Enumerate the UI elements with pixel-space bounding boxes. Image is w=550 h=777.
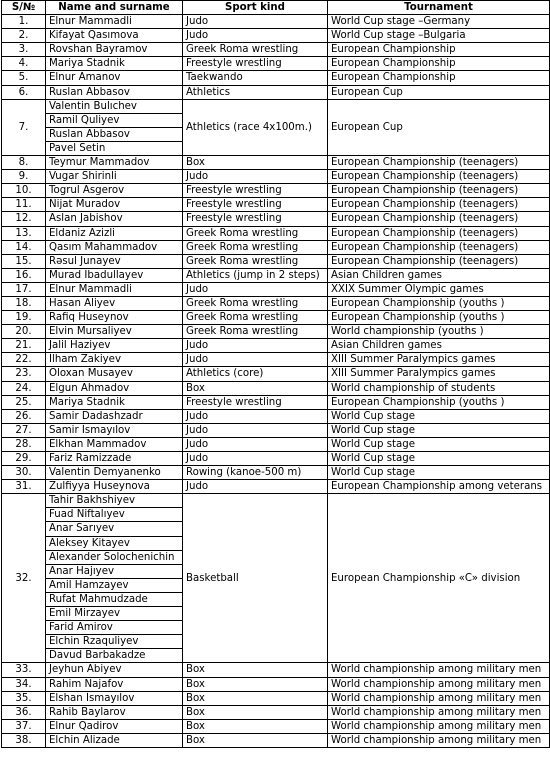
sport-kind: Freestyle wrestling: [183, 57, 328, 71]
athlete-name: Tahir Bakhshiyev: [46, 494, 183, 508]
tournament: European Championship (teenagers): [328, 198, 550, 212]
tournament: World Cup stage: [328, 466, 550, 480]
table-row: [2, 15, 550, 29]
athlete-name: Elvin Mursaliyev: [46, 325, 183, 339]
tournament: XIII Summer Paralympics games: [328, 367, 550, 381]
athlete-name: Togrul Asgerov: [46, 184, 183, 198]
tournament: European Championship (teenagers): [328, 226, 550, 240]
table-row: [2, 663, 550, 677]
athlete-name: Samir İsmayılov: [46, 423, 183, 437]
sport-kind: Greek Roma wrestling: [183, 43, 328, 57]
sport-kind: Box: [183, 691, 328, 705]
athlete-name: Valentin Demyanenko: [46, 466, 183, 480]
table-row: [2, 99, 550, 113]
tournament: World championship among military men: [328, 719, 550, 733]
athlete-name: Elchin Alizade: [46, 733, 183, 747]
table-row: [2, 184, 550, 198]
tournament: World Cup stage: [328, 409, 550, 423]
table-row: [2, 29, 550, 43]
athlete-name: Eldaniz Azizli: [46, 226, 183, 240]
athlete-name: Pavel Setin: [46, 141, 183, 155]
athlete-name: Elnur Mammadli: [46, 282, 183, 296]
table-row: [2, 437, 550, 451]
athlete-name: Fuad Niftalıyev: [46, 508, 183, 522]
sport-kind: Box: [183, 705, 328, 719]
athlete-name: Rafiq Huseynov: [46, 311, 183, 325]
sport-kind: Greek Roma wrestling: [183, 254, 328, 268]
athlete-name: Rahib Baylarov: [46, 705, 183, 719]
tournament: European Championship (teenagers): [328, 156, 550, 170]
header-number: S/№: [2, 1, 46, 15]
tournament: World Cup stage –Germany: [328, 15, 550, 29]
row-number: 21.: [2, 339, 46, 353]
row-number: 38.: [2, 733, 46, 747]
row-number: 26.: [2, 409, 46, 423]
row-number: 7.: [2, 99, 46, 155]
row-number: 23.: [2, 367, 46, 381]
sport-kind: Basketball: [183, 494, 328, 663]
sport-kind: Box: [183, 156, 328, 170]
athlete-name: Jeyhun Abiyev: [46, 663, 183, 677]
tournament: World championship among military men: [328, 663, 550, 677]
table-row: [2, 409, 550, 423]
athlete-name: Davud Barbakadze: [46, 649, 183, 663]
athlete-name: Valentin Bulıchev: [46, 99, 183, 113]
tournament: World Cup stage –Bulgaria: [328, 29, 550, 43]
table-row: [2, 57, 550, 71]
sport-kind: Freestyle wrestling: [183, 184, 328, 198]
athlete-name: Nijat Muradov: [46, 198, 183, 212]
row-number: 32.: [2, 494, 46, 663]
table-row: [2, 282, 550, 296]
sport-kind: Judo: [183, 339, 328, 353]
sport-kind: Box: [183, 719, 328, 733]
row-number: 14.: [2, 240, 46, 254]
row-number: 13.: [2, 226, 46, 240]
sport-kind: Freestyle wrestling: [183, 198, 328, 212]
row-number: 31.: [2, 480, 46, 494]
sport-kind: Judo: [183, 353, 328, 367]
sport-kind: Judo: [183, 170, 328, 184]
table-row: [2, 311, 550, 325]
sport-kind: Box: [183, 677, 328, 691]
tournament: World Cup stage: [328, 423, 550, 437]
sport-kind: Judo: [183, 452, 328, 466]
athlete-name: Amil Hamzayev: [46, 578, 183, 592]
header-sport: Sport kind: [183, 1, 328, 15]
table-row: [2, 733, 550, 747]
table-row: [2, 705, 550, 719]
row-number: 9.: [2, 170, 46, 184]
tournament: World championship (youths ): [328, 325, 550, 339]
tournament: European Championship: [328, 71, 550, 85]
table-row: [2, 212, 550, 226]
row-number: 25.: [2, 395, 46, 409]
sport-kind: Athletics (jump in 2 steps): [183, 268, 328, 282]
athlete-name: Samir Dadashzadr: [46, 409, 183, 423]
sport-kind: Freestyle wrestling: [183, 395, 328, 409]
table-row: [2, 719, 550, 733]
row-number: 35.: [2, 691, 46, 705]
athlete-name: Farid Amirov: [46, 621, 183, 635]
sport-kind: Freestyle wrestling: [183, 212, 328, 226]
table-row: [2, 423, 550, 437]
tournament: World Cup stage: [328, 437, 550, 451]
row-number: 36.: [2, 705, 46, 719]
athlete-name: Jalil Haziyev: [46, 339, 183, 353]
sport-kind: Greek Roma wrestling: [183, 240, 328, 254]
table-row: [2, 226, 550, 240]
tournament: European Championship (youths ): [328, 296, 550, 310]
row-number: 34.: [2, 677, 46, 691]
table-row: [2, 43, 550, 57]
table-row: [2, 240, 550, 254]
tournament: European Championship (teenagers): [328, 212, 550, 226]
sport-kind: Greek Roma wrestling: [183, 296, 328, 310]
table-row: [2, 85, 550, 99]
sport-kind: Greek Roma wrestling: [183, 325, 328, 339]
row-number: 28.: [2, 437, 46, 451]
sport-kind: Judo: [183, 15, 328, 29]
tournament: Asian Children games: [328, 339, 550, 353]
athlete-name: Elchin Rzaquliyev: [46, 635, 183, 649]
athlete-name: Anar Sarıyev: [46, 522, 183, 536]
table-row: [2, 381, 550, 395]
tournament: European Championship «C» division: [328, 494, 550, 663]
table-row: [2, 156, 550, 170]
row-number: 18.: [2, 296, 46, 310]
athlete-name: Aslan Jabishov: [46, 212, 183, 226]
row-number: 10.: [2, 184, 46, 198]
tournament: European Championship: [328, 43, 550, 57]
row-number: 8.: [2, 156, 46, 170]
athlete-name: Elnur Mammadli: [46, 15, 183, 29]
row-number: 22.: [2, 353, 46, 367]
row-number: 12.: [2, 212, 46, 226]
athlete-name: Ruslan Abbasov: [46, 127, 183, 141]
athlete-name: Rahim Najafov: [46, 677, 183, 691]
sport-kind: Box: [183, 733, 328, 747]
table-row: [2, 339, 550, 353]
athlete-name: Zulfiyya Huseynova: [46, 480, 183, 494]
table-row: [2, 452, 550, 466]
row-number: 20.: [2, 325, 46, 339]
tournament: European Championship (teenagers): [328, 184, 550, 198]
athlete-name: Alexander Solochenichin: [46, 550, 183, 564]
athlete-name: Fariz Ramizzade: [46, 452, 183, 466]
athlete-name: Hasan Aliyev: [46, 296, 183, 310]
sport-kind: Greek Roma wrestling: [183, 311, 328, 325]
table-row: [2, 198, 550, 212]
sport-kind: Greek Roma wrestling: [183, 226, 328, 240]
tournament: European Championship: [328, 57, 550, 71]
tournament: European Championship (youths ): [328, 395, 550, 409]
row-number: 24.: [2, 381, 46, 395]
table-row: [2, 480, 550, 494]
tournament: European Championship among veterans: [328, 480, 550, 494]
athletes-table: [1, 0, 550, 748]
table-row: [2, 71, 550, 85]
row-number: 29.: [2, 452, 46, 466]
sport-kind: Athletics: [183, 85, 328, 99]
tournament: World championship among military men: [328, 691, 550, 705]
table-row: [2, 325, 550, 339]
sport-kind: Athletics (race 4x100m.): [183, 99, 328, 155]
header-name: Name and surname: [46, 1, 183, 15]
athlete-name: Teymur Mammadov: [46, 156, 183, 170]
sport-kind: Box: [183, 663, 328, 677]
tournament: European Championship (youths ): [328, 311, 550, 325]
table-row: [2, 254, 550, 268]
tournament: World championship among military men: [328, 705, 550, 719]
row-number: 2.: [2, 29, 46, 43]
athlete-name: İlham Zakiyev: [46, 353, 183, 367]
tournament: European Championship (teenagers): [328, 254, 550, 268]
sport-kind: Athletics (core): [183, 367, 328, 381]
tournament: World championship of students: [328, 381, 550, 395]
sport-kind: Judo: [183, 409, 328, 423]
row-number: 33.: [2, 663, 46, 677]
row-number: 30.: [2, 466, 46, 480]
table-row: [2, 494, 550, 508]
row-number: 6.: [2, 85, 46, 99]
header-tournament: Tournament: [328, 1, 550, 15]
sport-kind: Taekwando: [183, 71, 328, 85]
table-row: [2, 367, 550, 381]
athlete-name: Murad İbadullayev: [46, 268, 183, 282]
table-row: [2, 691, 550, 705]
sport-kind: Judo: [183, 437, 328, 451]
row-number: 11.: [2, 198, 46, 212]
athlete-name: Anar Hajıyev: [46, 564, 183, 578]
sport-kind: Judo: [183, 423, 328, 437]
athlete-name: Elgun Ahmadov: [46, 381, 183, 395]
athlete-name: Elshan İsmayılov: [46, 691, 183, 705]
row-number: 1.: [2, 15, 46, 29]
tournament: European Championship (teenagers): [328, 240, 550, 254]
row-number: 19.: [2, 311, 46, 325]
sport-kind: Judo: [183, 282, 328, 296]
athlete-name: Elnur Amanov: [46, 71, 183, 85]
tournament: European Cup: [328, 85, 550, 99]
row-number: 5.: [2, 71, 46, 85]
sport-kind: Judo: [183, 29, 328, 43]
header-row: [2, 1, 550, 15]
athlete-name: Kifayat Qasımova: [46, 29, 183, 43]
table-body: [2, 15, 550, 748]
row-number: 4.: [2, 57, 46, 71]
table-row: [2, 395, 550, 409]
sport-kind: Rowing (kanoe-500 m): [183, 466, 328, 480]
tournament: European Championship (teenagers): [328, 170, 550, 184]
tournament: XIII Summer Paralympics games: [328, 353, 550, 367]
tournament: Asian Children games: [328, 268, 550, 282]
tournament: World championship among military men: [328, 733, 550, 747]
tournament: World championship among military men: [328, 677, 550, 691]
athlete-name: Oloxan Musayev: [46, 367, 183, 381]
athlete-name: Aleksey Kitayev: [46, 536, 183, 550]
athlete-name: Ramil Quliyev: [46, 113, 183, 127]
table-row: [2, 466, 550, 480]
athlete-name: Elkhan Mammadov: [46, 437, 183, 451]
table-row: [2, 296, 550, 310]
athlete-name: Mariya Stadnik: [46, 395, 183, 409]
row-number: 37.: [2, 719, 46, 733]
table-row: [2, 353, 550, 367]
athlete-name: Vugar Shirinli: [46, 170, 183, 184]
tournament: World Cup stage: [328, 452, 550, 466]
athlete-name: Rovshan Bayramov: [46, 43, 183, 57]
athlete-name: Ruslan Abbasov: [46, 85, 183, 99]
athlete-name: Emil Mirzayev: [46, 607, 183, 621]
row-number: 3.: [2, 43, 46, 57]
table-row: [2, 170, 550, 184]
sport-kind: Box: [183, 381, 328, 395]
tournament: European Cup: [328, 99, 550, 155]
athlete-name: Rufat Mahmudzade: [46, 592, 183, 606]
table-row: [2, 268, 550, 282]
athlete-name: Mariya Stadnik: [46, 57, 183, 71]
table-row: [2, 677, 550, 691]
athlete-name: Elnur Qadirov: [46, 719, 183, 733]
row-number: 17.: [2, 282, 46, 296]
row-number: 16.: [2, 268, 46, 282]
row-number: 15.: [2, 254, 46, 268]
tournament: XXIX Summer Olympic games: [328, 282, 550, 296]
athlete-name: Qasım Mahammadov: [46, 240, 183, 254]
athlete-name: Rəsul Junayev: [46, 254, 183, 268]
sport-kind: Judo: [183, 480, 328, 494]
row-number: 27.: [2, 423, 46, 437]
